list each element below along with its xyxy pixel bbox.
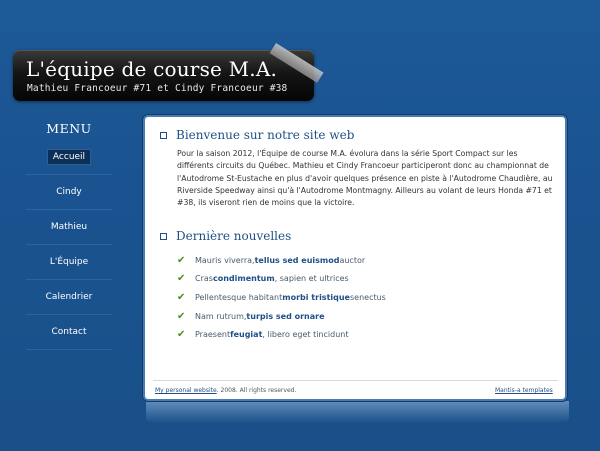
sidebar-item-label[interactable]: Cindy xyxy=(56,187,82,197)
welcome-text: Pour la saison 2012, l'Équipe de course M.A. évolura dans la série Sport Compact sur les différents circuits du Québec. Mathieu et Cindy Francoeur participeront donc au championnat de l'Autodrome St-Eustache en plus d'avoir quelques présence en piste à l'Autodrome Chaudière, au Riverside Speedway ainsi qu'à l'Autodrome Montmagny. Ailleurs au volant de leurs Honda #71 et #38, ils viseront rien de moins que la victoire. xyxy=(177,149,553,208)
news-text: , libero eget tincidunt xyxy=(262,330,349,340)
sidebar-item-mathieu[interactable] xyxy=(26,210,112,245)
sidebar-item-label[interactable]: Accueil xyxy=(47,149,91,165)
news-text: Cras xyxy=(195,274,213,284)
copyright-text: . 2008. All rights reserved. xyxy=(216,387,297,394)
news-bold: condimentum xyxy=(212,274,275,284)
sidebar-item-label[interactable]: Contact xyxy=(51,327,87,337)
site-header xyxy=(13,50,314,101)
news-heading xyxy=(160,229,291,243)
checkmark-icon: ✔ xyxy=(177,291,186,303)
news-bold: turpis sed ornare xyxy=(246,311,325,321)
checkmark-icon: ✔ xyxy=(177,273,186,285)
footer-copyright xyxy=(155,387,296,394)
list-item xyxy=(177,270,386,289)
site-title: L'équipe de course M.A. xyxy=(26,57,278,81)
sidebar-item-contact[interactable] xyxy=(26,315,112,350)
news-text: , sapien et ultrices xyxy=(274,274,349,284)
news-text: Mauris viverra, xyxy=(195,255,255,265)
sidebar-item-calendrier[interactable] xyxy=(26,280,112,315)
news-title: Dernière nouvelles xyxy=(176,229,292,243)
list-item xyxy=(177,288,386,307)
menu-title: MENU xyxy=(46,121,92,136)
news-bold: tellus sed euismod xyxy=(254,255,340,265)
news-text: Nam rutrum, xyxy=(195,311,247,321)
welcome-title: Bienvenue sur notre site web xyxy=(176,128,355,142)
news-text: Praesent xyxy=(195,330,231,340)
footer-divider xyxy=(153,380,558,381)
square-bullet-icon xyxy=(160,233,167,240)
news-bold: morbi tristique xyxy=(282,292,350,302)
square-bullet-icon xyxy=(160,132,167,139)
templates-link[interactable]: Mantis-a templates xyxy=(495,387,553,394)
welcome-heading xyxy=(160,128,354,142)
sidebar-item-accueil[interactable] xyxy=(26,140,112,175)
checkmark-icon: ✔ xyxy=(177,254,186,266)
sidebar-item-label[interactable]: Calendrier xyxy=(45,292,93,302)
list-item xyxy=(177,325,386,344)
sidebar-menu xyxy=(26,140,112,350)
checkmark-icon: ✔ xyxy=(177,310,186,322)
news-bold: feugiat xyxy=(230,330,263,340)
sidebar-item-equipe[interactable] xyxy=(26,245,112,280)
site-link[interactable]: My personal website xyxy=(155,387,217,394)
list-item xyxy=(177,307,386,326)
sidebar-item-label[interactable]: Mathieu xyxy=(50,222,88,232)
list-item xyxy=(177,251,386,270)
site-subtitle: Mathieu Francoeur #71 et Cindy Francoeur #38 xyxy=(27,83,288,94)
sidebar-item-cindy[interactable] xyxy=(26,175,112,210)
news-text: Pellentesque habitant xyxy=(195,292,283,302)
news-text: auctor xyxy=(339,255,366,265)
checkmark-icon: ✔ xyxy=(177,329,186,341)
panel-reflection xyxy=(146,401,569,423)
news-list xyxy=(177,251,386,344)
sidebar-item-label[interactable]: L'Équipe xyxy=(49,257,89,267)
news-text: senectus xyxy=(349,292,386,302)
